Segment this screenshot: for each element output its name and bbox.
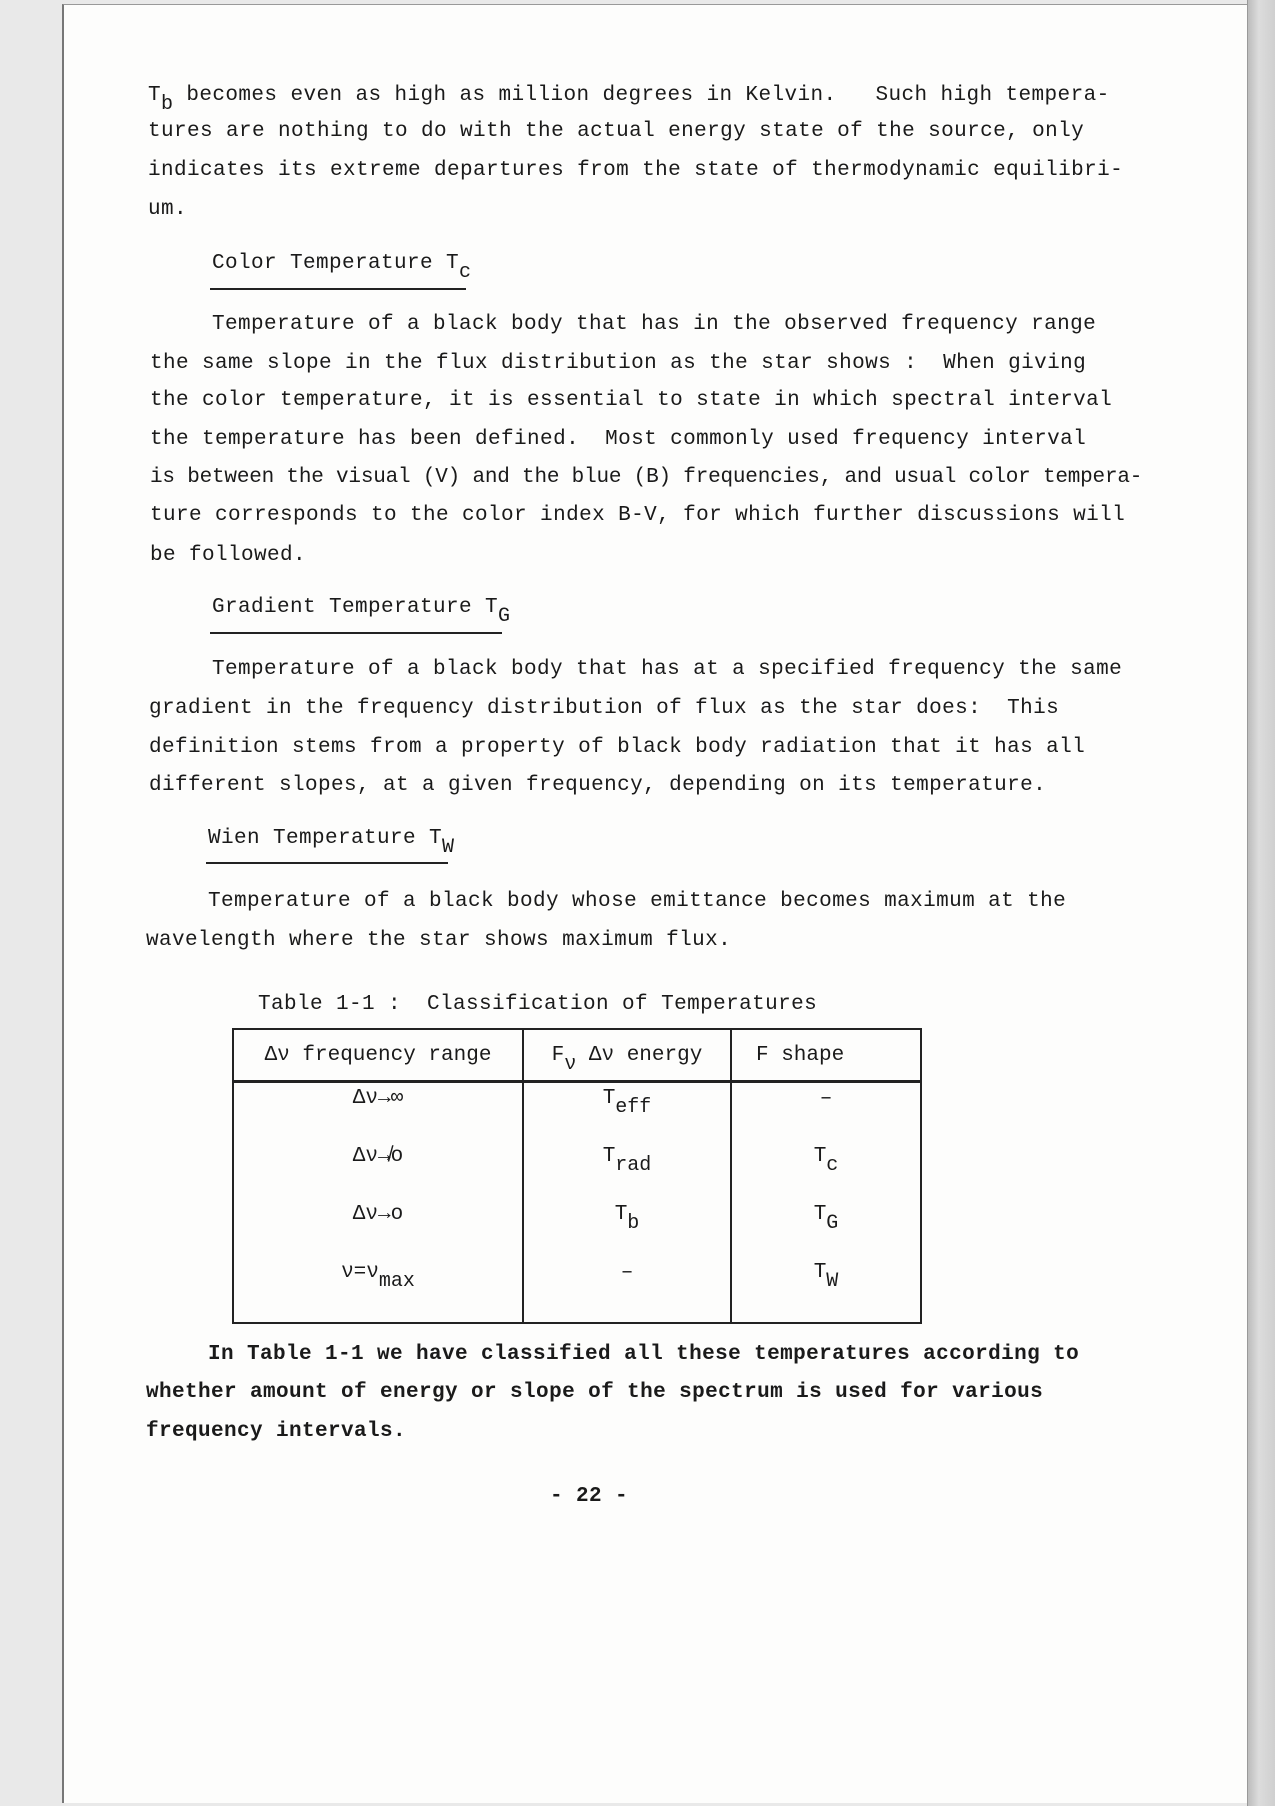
paragraph-line: the same slope in the flux distribution as the star shows : When giving [150, 352, 1087, 375]
paragraph-line: whether amount of energy or slope of the spectrum is used for various [146, 1381, 1044, 1404]
table-cell [731, 1082, 921, 1142]
table-caption: Table 1-1 : Classification of Temperatures [258, 993, 818, 1016]
cell-text: Δν→o [352, 1203, 404, 1226]
subscript: eff [615, 1096, 652, 1119]
paragraph-line: indicates its extreme departures from the state of thermodynamic equilibri- [148, 159, 1124, 182]
paragraph-line: be followed. [150, 544, 307, 567]
scrollbar[interactable] [1247, 0, 1275, 1806]
cell-text: – [620, 1261, 634, 1284]
cell-text: T [813, 1203, 827, 1226]
cell-text: Δν→∞ [352, 1087, 404, 1110]
text: becomes even as high as million degrees in Kelvin. Such high tempera- [173, 84, 1110, 107]
paragraph-line: definition stems from a property of black body radiation that it has all [149, 736, 1086, 759]
heading-wien-temperature [208, 825, 455, 859]
symbol: T [148, 84, 162, 107]
underline [210, 632, 502, 634]
table-cell [233, 1257, 523, 1323]
subscript: max [378, 1270, 415, 1293]
header-text: Δν energy [576, 1043, 703, 1067]
subscript: ν [564, 1052, 577, 1076]
table-cell [731, 1199, 921, 1257]
table-cell [233, 1199, 523, 1257]
table-cell [233, 1141, 523, 1199]
subscript: c [826, 1154, 839, 1177]
paragraph-line: In Table 1-1 we have classified all these temperatures according to [208, 1343, 1080, 1366]
heading-text: Color Temperature T [212, 252, 460, 275]
cell-text: T [602, 1145, 616, 1168]
paragraph-line: Temperature of a black body that has at a specified frequency the same [212, 658, 1123, 681]
cell-text: T [813, 1145, 827, 1168]
table-row [233, 1199, 921, 1257]
paragraph-line: ture corresponds to the color index B-V, for which further discussions will [150, 504, 1126, 527]
paragraph-line: wavelength where the star shows maximum flux. [146, 929, 732, 952]
table-cell [233, 1082, 523, 1142]
cell-text: T [813, 1261, 827, 1284]
table-cell [523, 1199, 731, 1257]
underline [206, 862, 448, 864]
table-row [233, 1141, 921, 1199]
table-cell [731, 1141, 921, 1199]
subscript: G [498, 605, 511, 628]
paragraph-line: is between the visual (V) and the blue (B) frequencies, and usual color tempera- [150, 466, 1143, 489]
table-row [233, 1257, 921, 1323]
paragraph-line: um. [148, 198, 188, 221]
header-text: F [551, 1043, 565, 1067]
column-header [233, 1029, 523, 1082]
underline [210, 288, 466, 290]
paragraph-line: Temperature of a black body whose emittance becomes maximum at the [208, 890, 1067, 913]
header-text: F shape [756, 1043, 845, 1067]
paragraph-line: the color temperature, it is essential to state in which spectral interval [150, 389, 1113, 412]
cell-text: ν=ν [341, 1261, 379, 1284]
table-row [233, 1082, 921, 1142]
subscript: c [459, 261, 472, 284]
subscript: rad [615, 1154, 652, 1177]
subscript: W [826, 1270, 839, 1293]
page-number: - 22 - [550, 1485, 629, 1508]
subscript: G [826, 1212, 839, 1235]
subscript: W [442, 836, 455, 859]
paragraph-line: different slopes, at a given frequency, depending on its temperature. [149, 774, 1047, 797]
paragraph-line [148, 82, 1110, 116]
paragraph-line: Temperature of a black body that has in the observed frequency range [212, 313, 1097, 336]
table-cell [523, 1257, 731, 1323]
heading-text: Wien Temperature T [208, 827, 443, 850]
paragraph-line: gradient in the frequency distribution of flux as the star does: This [149, 697, 1060, 720]
heading-text: Gradient Temperature T [212, 596, 499, 619]
header-text: Δν frequency range [264, 1043, 492, 1067]
table-cell [523, 1141, 731, 1199]
cell-text: T [614, 1203, 628, 1226]
cell-text: – [819, 1087, 833, 1110]
subscript: b [161, 93, 174, 116]
subscript: b [627, 1212, 640, 1235]
column-header [731, 1029, 921, 1082]
heading-color-temperature [212, 250, 472, 284]
table-cell [731, 1257, 921, 1323]
paragraph-line: tures are nothing to do with the actual energy state of the source, only [148, 120, 1085, 143]
table-cell [523, 1082, 731, 1142]
table-header-row [233, 1029, 921, 1082]
heading-gradient-temperature [212, 594, 511, 628]
classification-table [232, 1028, 922, 1324]
column-header [523, 1029, 731, 1082]
cell-text: T [602, 1087, 616, 1110]
paragraph-line: the temperature has been defined. Most commonly used frequency interval [150, 428, 1087, 451]
cell-text: Δν↛o [352, 1145, 404, 1168]
paragraph-line: frequency intervals. [146, 1420, 407, 1443]
